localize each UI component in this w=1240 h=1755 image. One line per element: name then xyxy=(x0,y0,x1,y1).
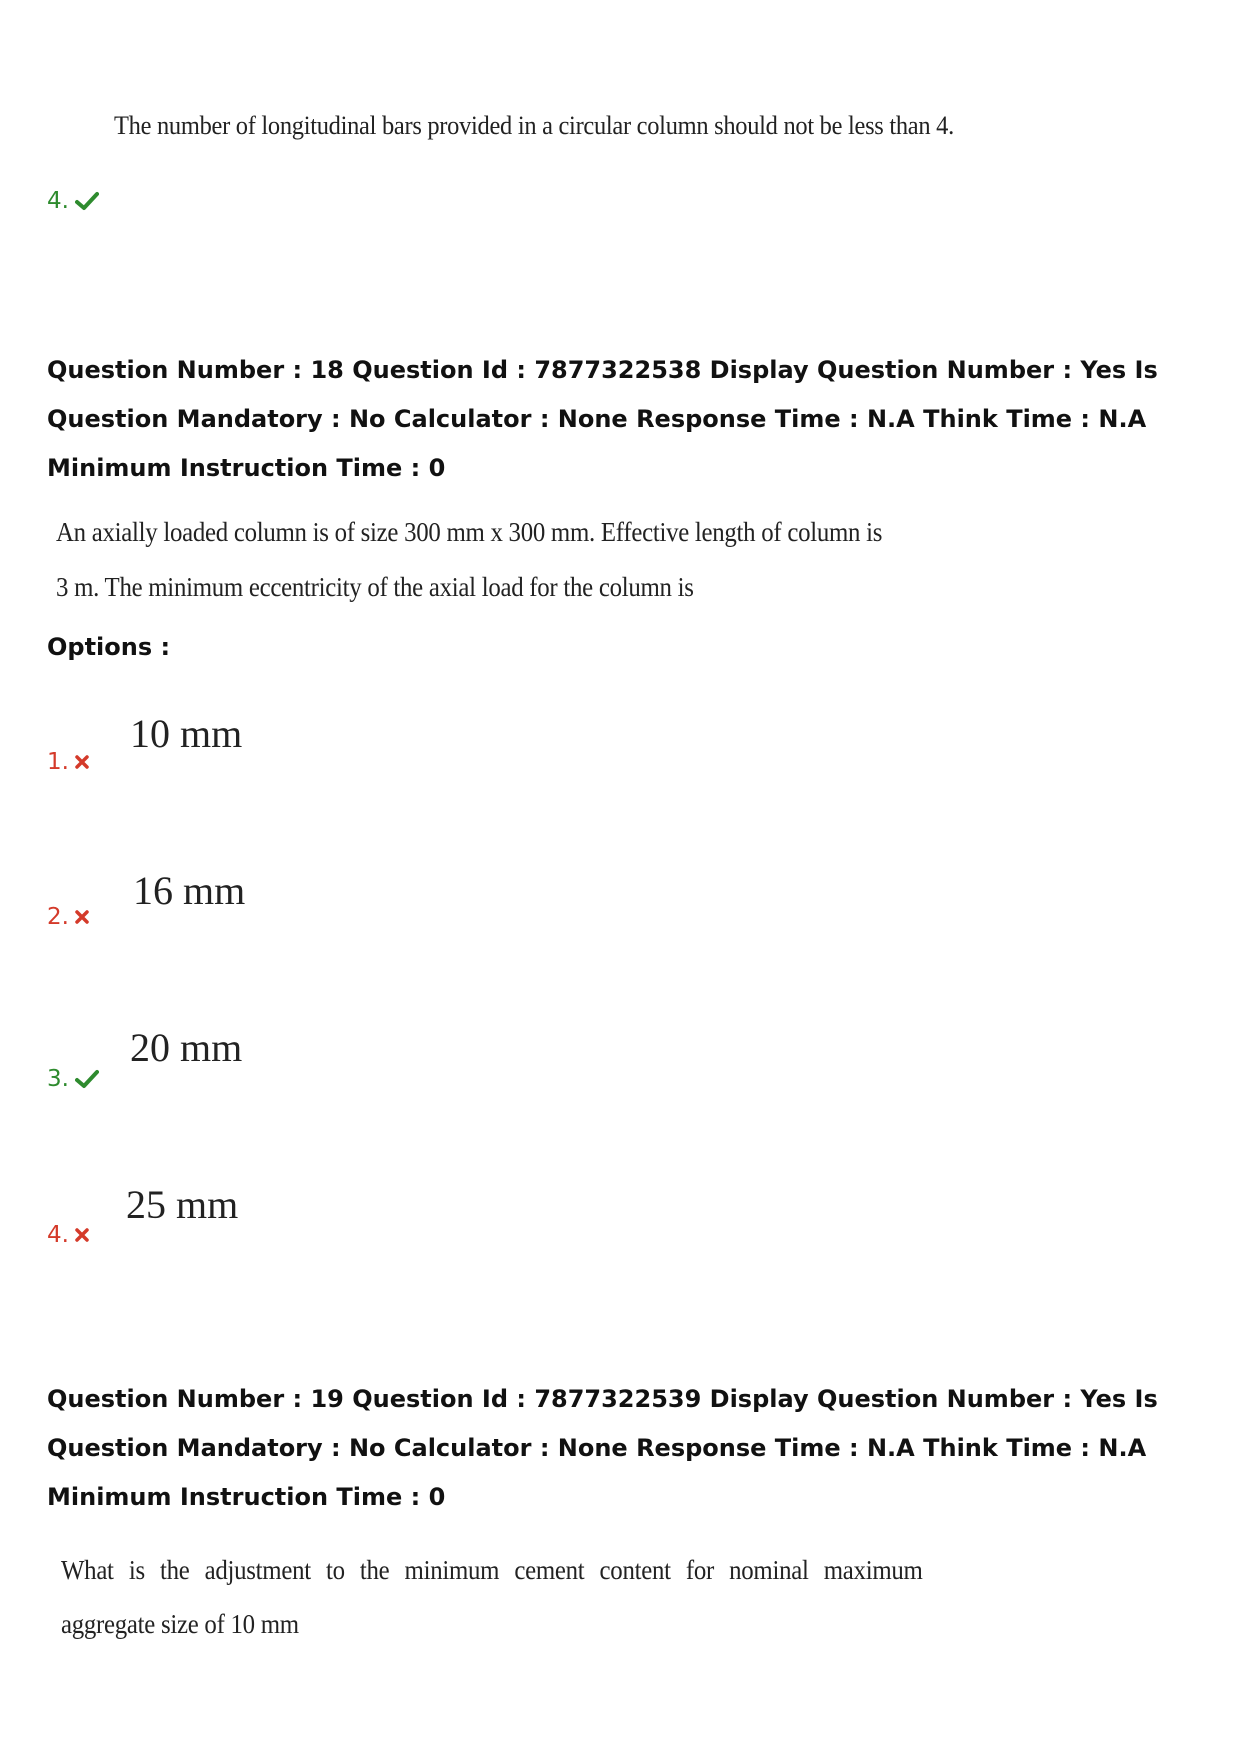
wrong-cross-icon xyxy=(75,1228,89,1242)
options-label: Options : xyxy=(47,633,171,661)
correct-check-icon xyxy=(75,191,99,211)
prev-option-statement: The number of longitudinal bars provided in a circular column should not be less than 4. xyxy=(114,111,954,140)
question-header: Question Number : 18 Question Id : 7877322538 Display Question Number : Yes Is Question Mandatory : No Calculator : None Response Time : N.A Think Time : N.A Minimum Instruction Time : 0 xyxy=(47,356,1158,482)
option-number: 3. xyxy=(47,1066,69,1092)
option-number: 4. xyxy=(47,1222,69,1248)
question-text-line: aggregate size of 10 mm xyxy=(61,1609,299,1639)
option-number: 2. xyxy=(47,904,69,930)
prev-option-4 xyxy=(47,188,99,214)
option-1 xyxy=(47,749,89,775)
question-text-line: 3 m. The minimum eccentricity of the axial load for the column is xyxy=(56,572,694,602)
correct-check-icon xyxy=(75,1069,99,1089)
question-text-line: What is the adjustment to the minimum cement content for nominal maximum xyxy=(61,1555,923,1585)
question-text-line: An axially loaded column is of size 300 mm x 300 mm. Effective length of column is xyxy=(56,517,883,547)
option-value: 10 mm xyxy=(130,711,243,756)
option-value: 25 mm xyxy=(126,1182,239,1227)
option-value: 20 mm xyxy=(130,1025,243,1070)
option-4 xyxy=(47,1222,89,1248)
option-3 xyxy=(47,1066,99,1092)
question-header: Question Number : 19 Question Id : 7877322539 Display Question Number : Yes Is Question Mandatory : No Calculator : None Response Time : N.A Think Time : N.A Minimum Instruction Time : 0 xyxy=(47,1385,1158,1511)
option-number: 4. xyxy=(47,188,69,214)
option-2 xyxy=(47,904,89,930)
option-value: 16 mm xyxy=(133,868,246,913)
wrong-cross-icon xyxy=(75,755,89,769)
option-number: 1. xyxy=(47,749,69,775)
wrong-cross-icon xyxy=(75,910,89,924)
